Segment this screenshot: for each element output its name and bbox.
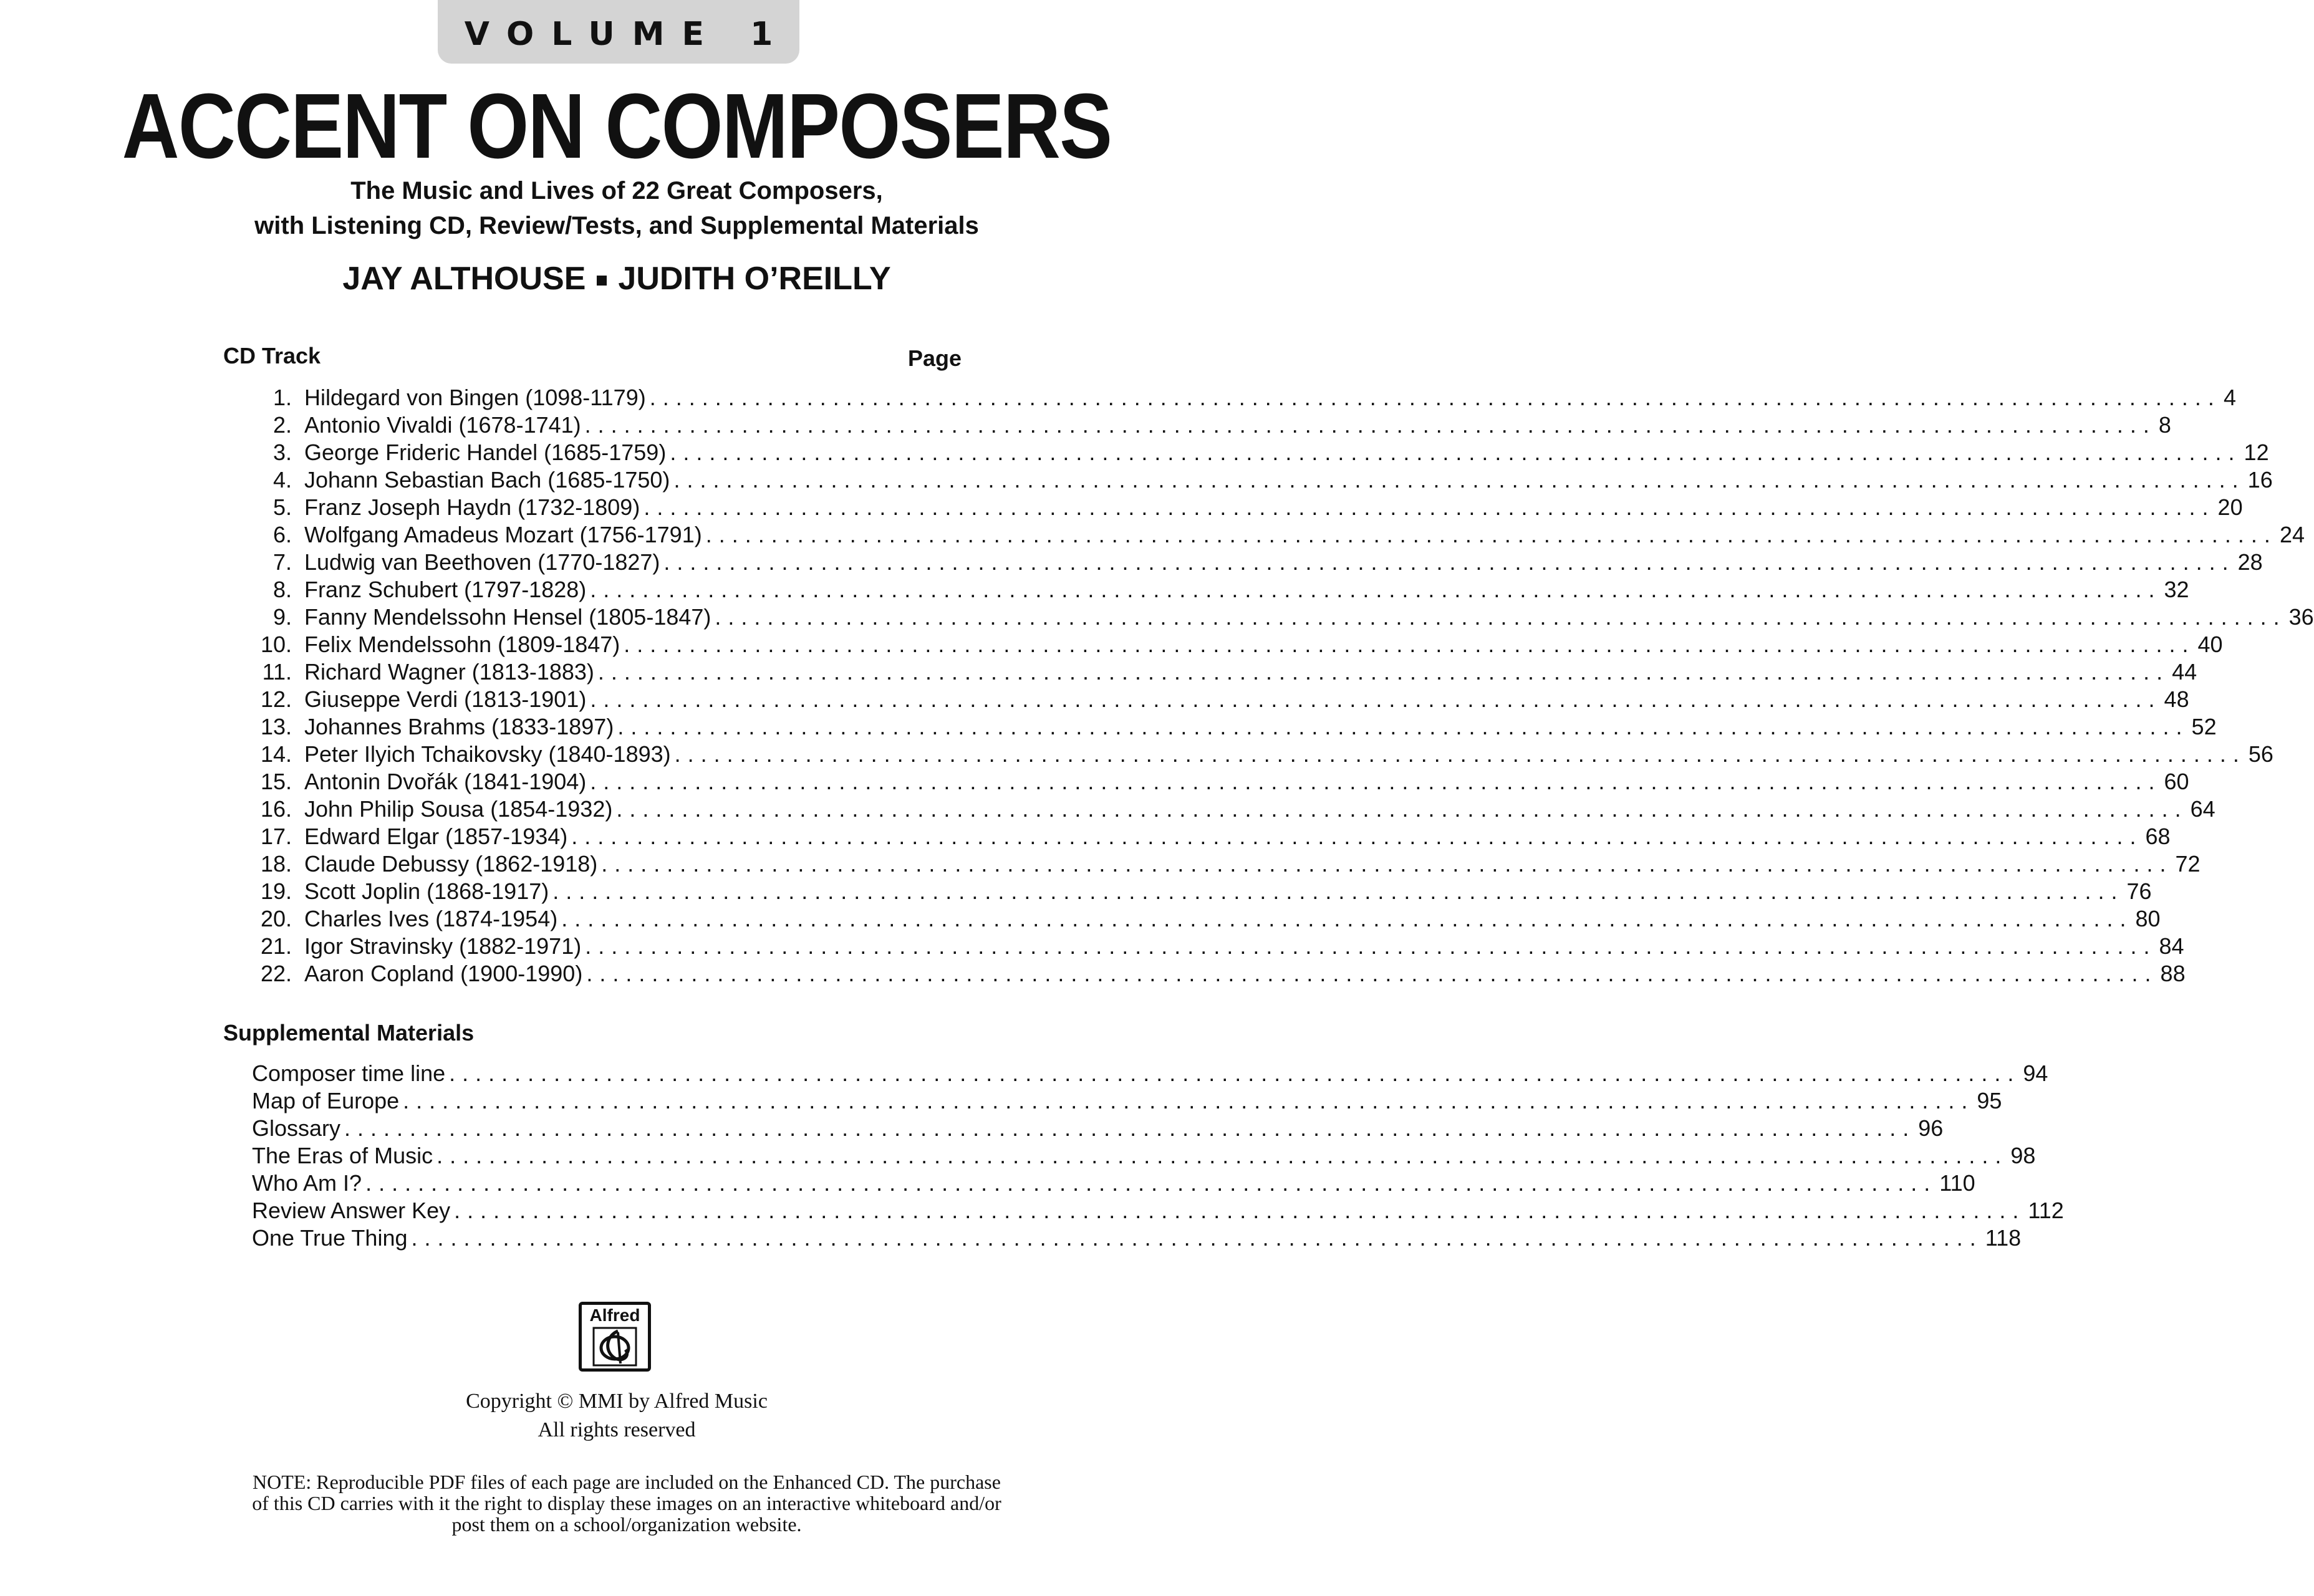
track-number: 22.	[260, 961, 292, 986]
track-number: 19.	[260, 878, 292, 904]
track-entry	[0, 686, 2189, 713]
track-entry	[0, 384, 2236, 411]
page-number: 48	[2164, 686, 2189, 712]
supplemental-entry	[0, 1170, 1975, 1197]
dot-leader: ........................................................................................................................	[571, 824, 2143, 849]
track-list	[0, 384, 2314, 988]
page-number: 76	[2126, 878, 2152, 904]
page-number: 118	[1985, 1225, 2022, 1251]
track-entry	[0, 549, 2263, 576]
composer-title: Johann Sebastian Bach (1685-1750)	[304, 467, 670, 493]
composer-title: Wolfgang Amadeus Mozart (1756-1791)	[304, 522, 702, 547]
track-number: 12.	[260, 686, 292, 712]
subtitle-line-2: with Listening CD, Review/Tests, and Supplemental Materials	[254, 212, 979, 239]
page-number: 32	[2164, 577, 2189, 602]
logo-text: Alfred	[589, 1305, 640, 1325]
track-number: 16.	[260, 796, 292, 822]
dot-leader: ........................................................................................................................	[436, 1143, 2008, 1168]
page-number: 72	[2175, 851, 2201, 877]
track-number: 21.	[260, 933, 292, 959]
page-number: 52	[2191, 714, 2217, 739]
track-number: 5.	[272, 494, 292, 520]
composer-title: Charles Ives (1874-1954)	[304, 906, 558, 931]
dot-leader: ........................................................................................................................	[649, 385, 2221, 410]
dot-leader: ........................................................................................................................	[411, 1225, 1983, 1251]
composer-title: George Frideric Handel (1685-1759)	[304, 440, 667, 465]
composer-title: Igor Stravinsky (1882-1971)	[304, 933, 582, 959]
composer-title: Felix Mendelssohn (1809-1847)	[304, 632, 620, 657]
composer-title: Franz Schubert (1797-1828)	[304, 577, 587, 602]
composer-title: Aaron Copland (1900-1990)	[304, 961, 583, 986]
author-1: JAY ALTHOUSE	[342, 261, 586, 297]
note-line-3: post them on a school/organization website.	[451, 1513, 802, 1536]
page-number: 60	[2164, 769, 2189, 794]
track-entry	[0, 466, 2273, 494]
dot-leader: ........................................................................................................................	[601, 851, 2173, 877]
rights-text: All rights reserved	[538, 1418, 696, 1441]
page-number: 98	[2010, 1143, 2036, 1168]
dot-leader: ........................................................................................................................	[673, 467, 2245, 493]
page-number: 96	[1918, 1115, 1944, 1141]
composer-title: Ludwig van Beethoven (1770-1827)	[304, 549, 660, 575]
page-number: 40	[2197, 632, 2223, 657]
composer-title: Johannes Brahms (1833-1897)	[304, 714, 614, 739]
dot-leader: ........................................................................................................................	[597, 659, 2170, 685]
supplemental-entry	[0, 1115, 1944, 1142]
track-entry	[0, 658, 2197, 686]
track-entry	[0, 603, 2314, 631]
supplemental-title: Who Am I?	[252, 1170, 362, 1196]
dot-leader: ........................................................................................................................	[617, 714, 2189, 739]
track-entry	[0, 439, 2269, 466]
supplemental-entry	[0, 1060, 2048, 1087]
track-number: 18.	[260, 851, 292, 877]
page-number: 94	[2023, 1060, 2048, 1086]
authors	[0, 257, 1233, 300]
page-number: 36	[2288, 604, 2314, 630]
track-entry	[0, 494, 2243, 521]
supplemental-entry	[0, 1224, 2022, 1252]
track-number: 11.	[262, 659, 292, 685]
track-number: 4.	[272, 467, 292, 493]
composer-title: Claude Debussy (1862-1918)	[304, 851, 598, 877]
track-number: 10.	[260, 632, 292, 657]
dot-leader: ........................................................................................................................	[561, 906, 2133, 931]
dot-leader: ........................................................................................................................	[624, 632, 2196, 657]
track-entry	[0, 521, 2305, 549]
composer-title: Antonio Vivaldi (1678-1741)	[304, 412, 581, 438]
dot-leader: ........................................................................................................................	[715, 604, 2287, 630]
dot-leader: ........................................................................................................................	[454, 1198, 2026, 1223]
supplemental-title: Map of Europe	[252, 1088, 400, 1113]
track-entry	[0, 905, 2161, 933]
track-entry	[0, 933, 2184, 960]
track-entry	[0, 796, 2215, 823]
composer-title: Hildegard von Bingen (1098-1179)	[304, 385, 646, 410]
subtitle-line-1: The Music and Lives of 22 Great Composers,	[350, 177, 883, 204]
track-number: 1.	[272, 385, 292, 410]
track-entry	[0, 631, 2223, 658]
track-number: 8.	[272, 577, 292, 602]
alfred-logo	[579, 1302, 651, 1372]
page-number: 68	[2145, 824, 2171, 849]
volume-tab	[438, 0, 799, 64]
dot-leader: ........................................................................................................................	[670, 440, 2242, 465]
supplemental-title: Composer time line	[252, 1060, 446, 1086]
treble-clef-icon	[593, 1327, 637, 1366]
composer-title: Antonin Dvořák (1841-1904)	[304, 769, 587, 794]
dot-leader: ........................................................................................................................	[590, 577, 2162, 602]
dot-leader: ........................................................................................................................	[705, 522, 2277, 547]
track-number: 13.	[260, 714, 292, 739]
supplemental-entry	[0, 1087, 2002, 1115]
volume-label: VOLUME 1	[464, 16, 791, 53]
track-entry	[0, 741, 2273, 768]
page-number: 84	[2159, 933, 2184, 959]
track-number: 3.	[272, 440, 292, 465]
page-number: 16	[2247, 467, 2273, 493]
dot-leader: ........................................................................................................................	[552, 878, 2124, 904]
supplemental-list	[0, 1060, 2064, 1252]
dot-leader: ........................................................................................................................	[586, 961, 2158, 986]
dot-leader: ........................................................................................................................	[365, 1170, 1937, 1196]
page-number: 24	[2279, 522, 2305, 547]
supplemental-entry	[0, 1197, 2064, 1224]
composer-title: Fanny Mendelssohn Hensel (1805-1847)	[304, 604, 711, 630]
copyright-text: Copyright © MMI by Alfred Music	[466, 1390, 768, 1413]
book-subtitle	[0, 173, 1233, 243]
track-number: 14.	[260, 741, 292, 767]
track-entry	[0, 823, 2171, 850]
page-number: 80	[2135, 906, 2161, 931]
page-number: 28	[2237, 549, 2263, 575]
dot-leader: ........................................................................................................................	[616, 796, 2188, 822]
page-number: 110	[1939, 1170, 1975, 1196]
track-entry	[0, 878, 2152, 905]
supplemental-entry	[0, 1142, 2036, 1170]
dot-leader: ........................................................................................................................	[449, 1060, 2021, 1086]
page-number: 12	[2244, 440, 2269, 465]
note-line-2: of this CD carries with it the right to display these images on an interactive whiteboard and/or	[252, 1492, 1001, 1514]
page-number: 44	[2172, 659, 2197, 685]
author-2: JUDITH O’REILLY	[618, 261, 891, 297]
composer-title: Scott Joplin (1868-1917)	[304, 878, 549, 904]
dot-leader: ........................................................................................................................	[585, 933, 2157, 959]
track-entry	[0, 713, 2217, 741]
page-number: 88	[2160, 961, 2186, 986]
page-number: 56	[2248, 741, 2273, 767]
copyright-block	[0, 1387, 1233, 1445]
track-entry	[0, 850, 2201, 878]
bullet-separator	[597, 276, 607, 286]
book-title: ACCENT ON COMPOSERS	[122, 75, 1112, 178]
dot-leader: ........................................................................................................................	[403, 1088, 1975, 1113]
composer-title: Franz Joseph Haydn (1732-1809)	[304, 494, 640, 520]
track-entry	[0, 768, 2189, 796]
cd-track-heading: CD Track	[223, 343, 321, 368]
dot-leader: ........................................................................................................................	[344, 1115, 1916, 1141]
composer-title: Richard Wagner (1813-1883)	[304, 659, 594, 685]
page-number: 8	[2158, 412, 2171, 438]
composer-title: Edward Elgar (1857-1934)	[304, 824, 568, 849]
track-number: 6.	[272, 522, 292, 547]
composer-title: Giuseppe Verdi (1813-1901)	[304, 686, 587, 712]
dot-leader: ........................................................................................................................	[584, 412, 2156, 438]
composer-title: Peter Ilyich Tchaikovsky (1840-1893)	[304, 741, 671, 767]
page-number: 95	[1977, 1088, 2002, 1113]
dot-leader: ........................................................................................................................	[590, 686, 2162, 712]
supplemental-title: Review Answer Key	[252, 1198, 451, 1223]
track-number: 2.	[272, 412, 292, 438]
dot-leader: ........................................................................................................................	[644, 494, 2215, 520]
track-entry	[0, 960, 2186, 988]
track-number: 15.	[260, 769, 292, 794]
dot-leader: ........................................................................................................................	[663, 549, 2235, 575]
page-heading: Page	[908, 345, 962, 371]
note-block	[187, 1471, 1066, 1535]
composer-title: John Philip Sousa (1854-1932)	[304, 796, 613, 822]
supplemental-title: Glossary	[252, 1115, 341, 1141]
track-number: 7.	[272, 549, 292, 575]
track-entry	[0, 411, 2171, 439]
supplemental-title: One True Thing	[252, 1225, 408, 1251]
dot-leader: ........................................................................................................................	[590, 769, 2162, 794]
track-number: 9.	[272, 604, 292, 630]
supplemental-title: The Eras of Music	[252, 1143, 433, 1168]
note-line-1: NOTE: Reproducible PDF files of each page are included on the Enhanced CD. The purchase	[253, 1471, 1001, 1493]
page-number: 112	[2028, 1198, 2064, 1223]
dot-leader: ........................................................................................................................	[674, 741, 2246, 767]
page-number: 64	[2190, 796, 2215, 822]
track-entry	[0, 576, 2189, 603]
track-number: 20.	[260, 906, 292, 931]
page-number: 20	[2217, 494, 2243, 520]
supplemental-heading: Supplemental Materials	[223, 1020, 475, 1046]
page-number: 4	[2223, 385, 2236, 410]
track-number: 17.	[260, 824, 292, 849]
